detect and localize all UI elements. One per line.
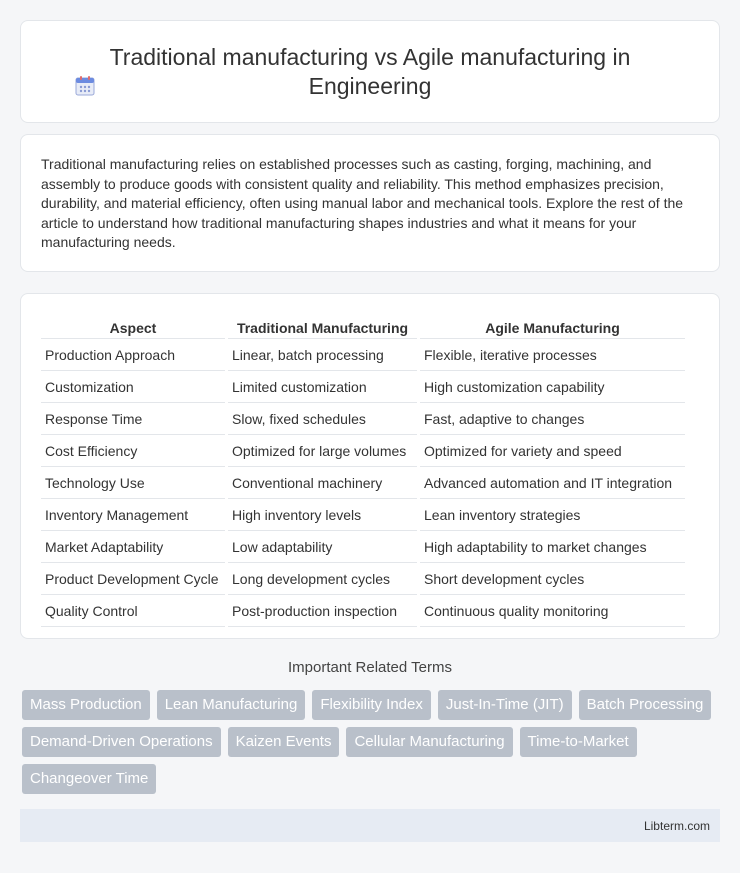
table-cell: Long development cycles xyxy=(228,565,417,595)
table-cell: Slow, fixed schedules xyxy=(228,405,417,435)
table-cell: Flexible, iterative processes xyxy=(420,341,685,371)
related-terms-list xyxy=(22,690,722,794)
table-cell: Short development cycles xyxy=(420,565,685,595)
column-header-aspect: Aspect xyxy=(41,316,225,339)
related-term-tag[interactable]: Flexibility Index xyxy=(312,690,431,720)
table-row xyxy=(41,405,685,435)
table-row xyxy=(41,469,685,499)
table-cell: Lean inventory strategies xyxy=(420,501,685,531)
table-cell: High inventory levels xyxy=(228,501,417,531)
table-row xyxy=(41,501,685,531)
table-cell: Production Approach xyxy=(41,341,225,371)
intro-text: Traditional manufacturing relies on established processes such as casting, forging, machining, and assembly to produce goods with consistent quality and reliability. This method emphasizes precision, durability, and material efficiency, often using manual labor and mechanical tools. Explore the rest of the article to understand how traditional manufacturing shapes industries and what it means for your manufacturing needs. xyxy=(41,156,684,251)
table-cell: Product Development Cycle xyxy=(41,565,225,595)
related-term-tag[interactable]: Changeover Time xyxy=(22,764,156,794)
page-title: Traditional manufacturing vs Agile manufacturing in Engineering xyxy=(109,43,631,99)
table-cell: Cost Efficiency xyxy=(41,437,225,467)
footer-site[interactable]: Libterm.com xyxy=(643,818,710,833)
table-cell: Optimized for variety and speed xyxy=(420,437,685,467)
table-cell: Quality Control xyxy=(41,597,225,627)
table-cell: Low adaptability xyxy=(228,533,417,563)
table-cell: Optimized for large volumes xyxy=(228,437,417,467)
table-row xyxy=(41,533,685,563)
column-header-traditional: Traditional Manufacturing xyxy=(228,316,417,339)
related-term-tag[interactable]: Time-to-Market xyxy=(520,727,637,757)
related-term-tag[interactable]: Kaizen Events xyxy=(228,727,340,757)
table-cell: Inventory Management xyxy=(41,501,225,531)
intro-card xyxy=(20,134,720,272)
table-row xyxy=(41,373,685,403)
table-cell: High customization capability xyxy=(420,373,685,403)
table-cell: Limited customization xyxy=(228,373,417,403)
table-row xyxy=(41,437,685,467)
column-header-agile: Agile Manufacturing xyxy=(420,316,685,339)
table-cell: High adaptability to market changes xyxy=(420,533,685,563)
calendar-icon xyxy=(74,75,96,97)
related-terms-title: Important Related Terms xyxy=(288,659,452,676)
related-term-tag[interactable]: Just-In-Time (JIT) xyxy=(438,690,572,720)
footer xyxy=(20,809,720,842)
table-cell: Response Time xyxy=(41,405,225,435)
table-cell: Continuous quality monitoring xyxy=(420,597,685,627)
table-cell: Technology Use xyxy=(41,469,225,499)
title-card xyxy=(20,20,720,123)
table-cell: Fast, adaptive to changes xyxy=(420,405,685,435)
table-cell: Linear, batch processing xyxy=(228,341,417,371)
related-term-tag[interactable]: Lean Manufacturing xyxy=(157,690,306,720)
table-cell: Market Adaptability xyxy=(41,533,225,563)
related-term-tag[interactable]: Demand-Driven Operations xyxy=(22,727,221,757)
table-cell: Conventional machinery xyxy=(228,469,417,499)
table-row xyxy=(41,597,685,627)
table-cell: Post-production inspection xyxy=(228,597,417,627)
related-term-tag[interactable]: Cellular Manufacturing xyxy=(346,727,512,757)
related-term-tag[interactable]: Batch Processing xyxy=(579,690,712,720)
table-cell: Customization xyxy=(41,373,225,403)
table-row xyxy=(41,341,685,371)
related-term-tag[interactable]: Mass Production xyxy=(22,690,150,720)
comparison-table xyxy=(38,314,688,629)
comparison-table-card xyxy=(20,293,720,639)
table-row xyxy=(41,565,685,595)
table-cell: Advanced automation and IT integration xyxy=(420,469,685,499)
table-header-row xyxy=(41,316,685,339)
